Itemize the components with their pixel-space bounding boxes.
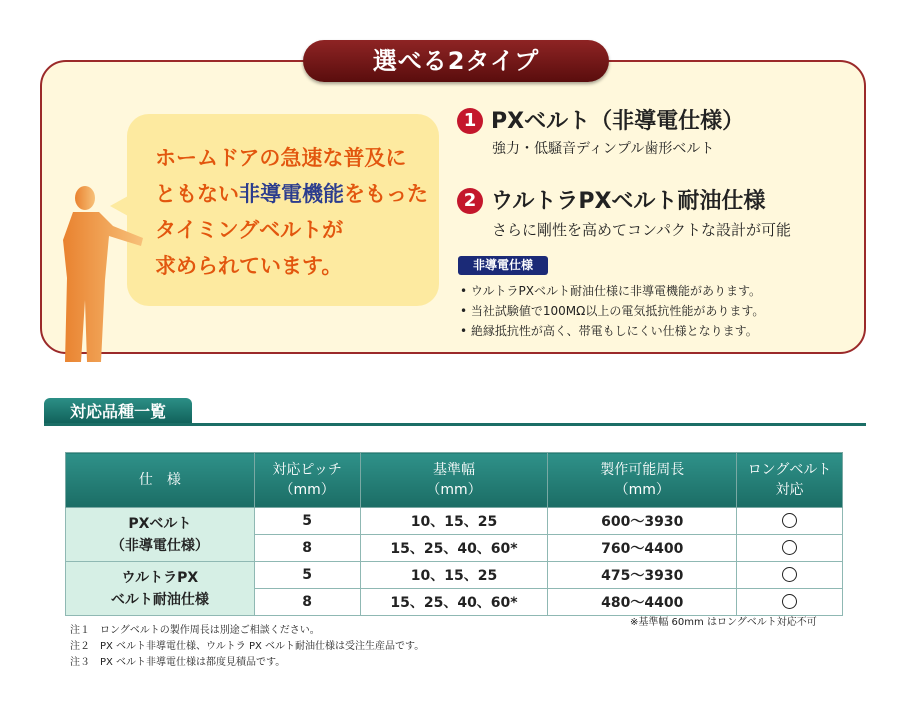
bubble-line-2 [155, 176, 435, 212]
group-label: PXベルト [128, 515, 192, 532]
bubble-message [155, 140, 435, 284]
length-cell: 600〜3930 [548, 508, 737, 535]
group-label: ベルト耐油仕様 [110, 591, 209, 608]
note-2: 注２ PX ベルト非導電仕様、ウルトラ PX ベルト耐油仕様は受注生産品です。 [70, 641, 425, 652]
type-1-name: PXベルト（非導電仕様） [491, 109, 745, 134]
header-spec [66, 453, 255, 508]
bubble-line-4: 求められています。 [155, 254, 343, 278]
section-divider [44, 423, 866, 426]
type-2-description: さらに剛性を高めてコンパクトな設計が可能 [492, 221, 791, 239]
bubble-highlight: 非導電機能 [239, 182, 344, 206]
width-cell: 10、15、25 [360, 508, 548, 535]
header-label: 基準幅 [432, 462, 475, 478]
non-conductive-badge: 非導電仕様 [458, 256, 548, 275]
pitch-cell: 5 [254, 562, 360, 589]
group-name-ultra-px [66, 562, 255, 616]
bubble-line-3: タイミングベルトが [155, 218, 344, 242]
header-label: ロングベルト [747, 462, 832, 478]
panel-title: 選べる2タイプ [303, 40, 609, 82]
available-circle-icon [782, 513, 797, 528]
note-1: 注１ ロングベルトの製作周長は別途ご相談ください。 [70, 625, 320, 636]
header-unit: （mm） [614, 482, 670, 498]
header-unit: （mm） [426, 482, 482, 498]
bubble-text-segment: をもった [344, 182, 428, 206]
type-1-heading [457, 104, 744, 135]
long-belt-cell [737, 562, 843, 589]
type-2-name: ウルトラPXベルト耐油仕様 [491, 189, 766, 214]
table-row [66, 562, 843, 589]
header-pitch [254, 453, 360, 508]
header-label: 対応ピッチ [272, 462, 342, 478]
available-circle-icon [782, 594, 797, 609]
header-width [360, 453, 548, 508]
available-circle-icon [782, 540, 797, 555]
type-1-number: 1 [457, 108, 483, 134]
long-belt-cell [737, 508, 843, 535]
header-label: 対応 [775, 482, 804, 498]
header-length [548, 453, 737, 508]
table-header-row [66, 453, 843, 508]
type-2-heading [457, 184, 765, 215]
feature-list [460, 281, 764, 341]
length-cell: 475〜3930 [548, 562, 737, 589]
header-label: 仕 様 [138, 472, 181, 488]
pitch-cell: 5 [254, 508, 360, 535]
header-long-belt [737, 453, 843, 508]
product-table [65, 452, 843, 616]
width-cell: 15、25、40、60* [360, 589, 548, 616]
group-label: ウルトラPX [121, 569, 199, 586]
feature-item: • 絶縁抵抗性が高く、帯電もしにくい仕様となります。 [460, 321, 764, 341]
header-label: 製作可能周長 [600, 462, 685, 478]
width-cell: 10、15、25 [360, 562, 548, 589]
pitch-cell: 8 [254, 589, 360, 616]
pitch-cell: 8 [254, 535, 360, 562]
table-row [66, 508, 843, 535]
long-belt-cell [737, 535, 843, 562]
group-label: （非導電仕様） [110, 537, 209, 554]
available-circle-icon [782, 567, 797, 582]
width-footnote: ※基準幅 60mm はロングベルト対応不可 [630, 617, 817, 628]
length-cell: 480〜4400 [548, 589, 737, 616]
bubble-text-segment: ともない [155, 182, 239, 206]
feature-item: • ウルトラPXベルト耐油仕様に非導電機能があります。 [460, 281, 764, 301]
feature-item: • 当社試験値で100MΩ以上の電気抵抗性能があります。 [460, 301, 764, 321]
presenter-silhouette-icon [55, 182, 145, 362]
length-cell: 760〜4400 [548, 535, 737, 562]
group-name-px [66, 508, 255, 562]
bubble-line-1: ホームドアの急速な普及に [155, 146, 407, 170]
note-3: 注３ PX ベルト非導電仕様は都度見積品です。 [70, 657, 286, 668]
width-cell: 15、25、40、60* [360, 535, 548, 562]
long-belt-cell [737, 589, 843, 616]
header-unit: （mm） [279, 482, 335, 498]
section-title: 対応品種一覧 [44, 398, 192, 425]
type-2-number: 2 [457, 188, 483, 214]
type-1-description: 強力・低騒音ディンプル歯形ベルト [492, 141, 715, 157]
